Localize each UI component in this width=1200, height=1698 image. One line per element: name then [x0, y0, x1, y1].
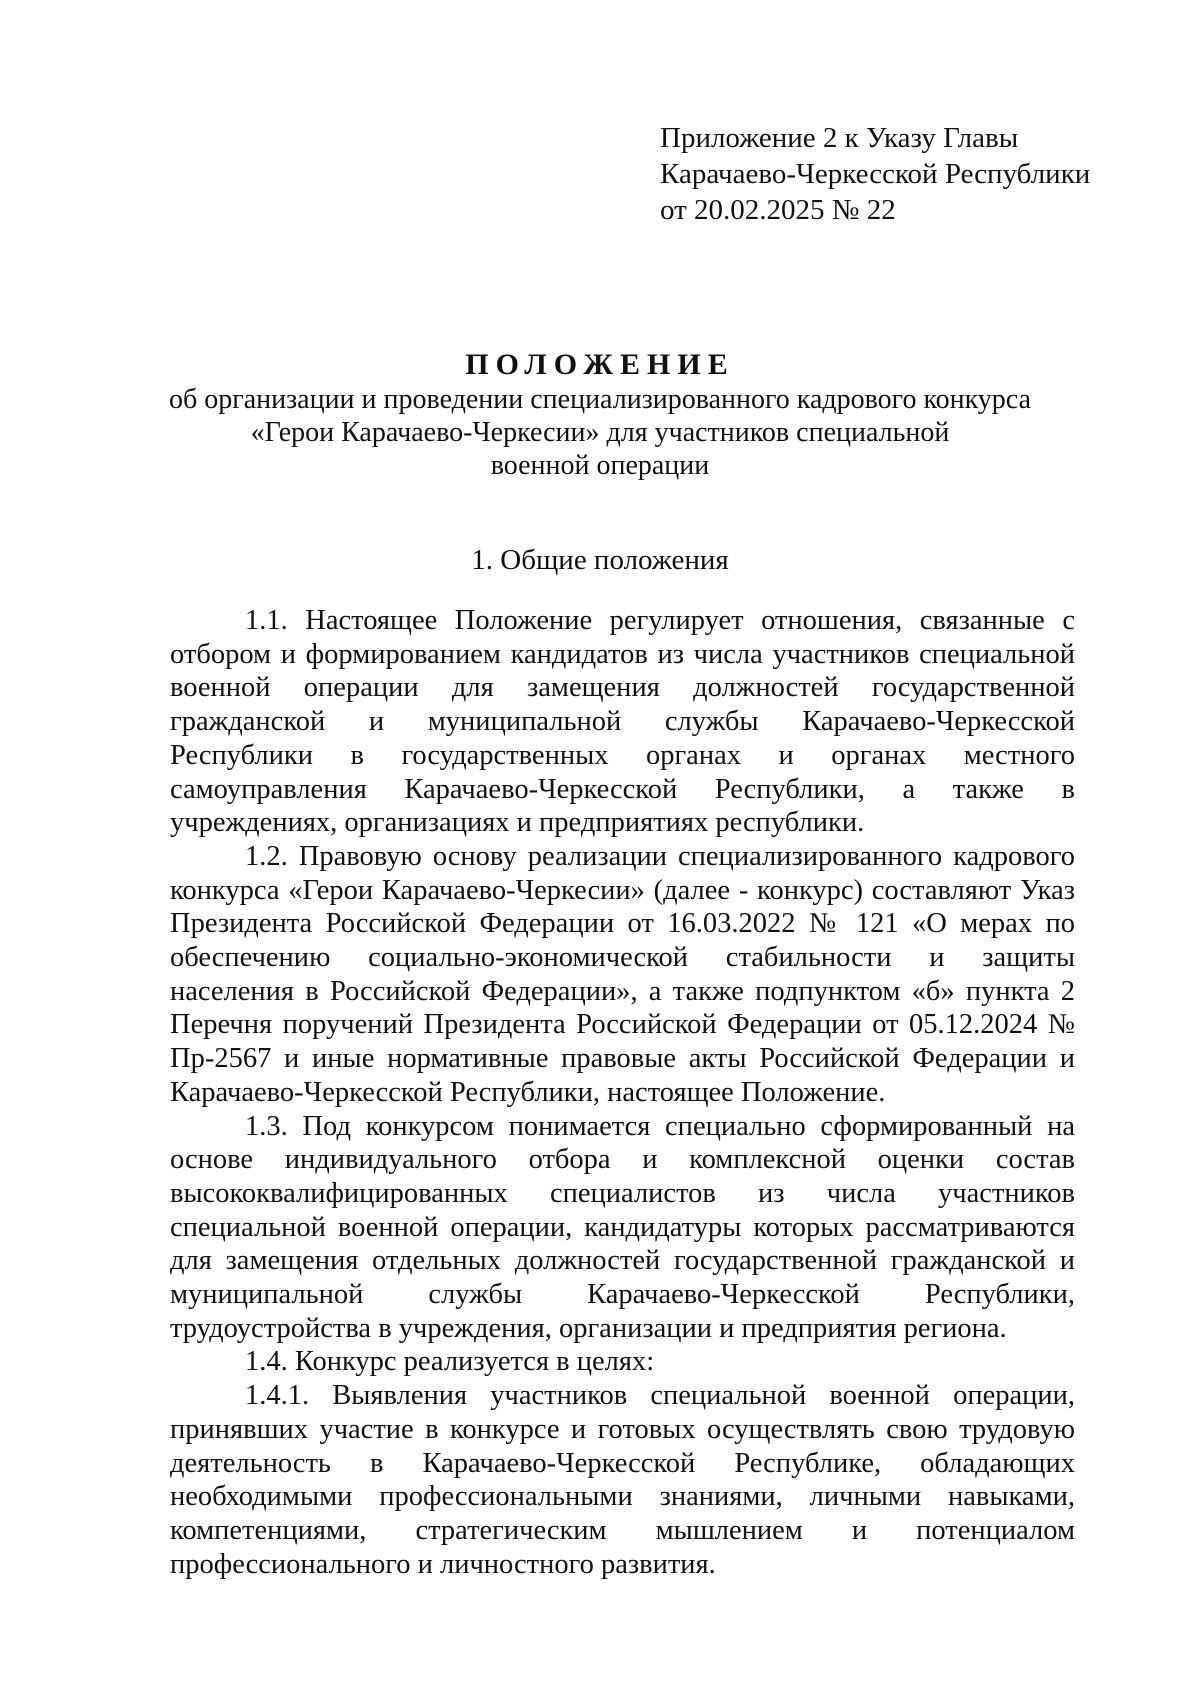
appendix-line-1: Приложение 2 к Указу Главы	[660, 122, 1019, 154]
appendix-line-2: Карачаево-Черкесской Республики	[660, 158, 1091, 190]
paragraph-1-2: 1.2. Правовую основу реализации специализированного кадрового конкурса «Герои Карачаево-Черкесии» (далее - конкурс) составляют Указ Президента Российской Федерации от 16.03.2022 № 121 «О мерах по обеспечению социально-экономической стабильности и защиты населения в Российской Федерации», а также подпунктом «б» пункта 2 Перечня поручений Президента Российской Федерации от 05.12.2024 № Пр-2567 и иные нормативные правовые акты Российской Федерации и Карачаево-Черкесской Республики, настоящее Положение.	[170, 840, 1075, 1108]
appendix-line-3: от 20.02.2025 № 22	[660, 194, 896, 226]
subtitle-line-2: «Герои Карачаево-Черкесии» для участников специальной	[250, 417, 950, 448]
document-subtitle	[150, 383, 1050, 482]
document-body	[170, 604, 1075, 1581]
paragraph-1-4: 1.4. Конкурс реализуется в целях:	[245, 1346, 655, 1378]
title-block	[150, 347, 1050, 482]
paragraph-1-4-1: 1.4.1. Выявления участников специальной военной операции, принявших участие в конкурсе и готовых осуществлять свою трудовую деятельность в Карачаево-Черкесской Республике, обладающих необходимыми профессиональными знаниями, личными навыками, компетенциями, стратегическим мышлением и потенциалом профессионального и личностного развития.	[170, 1380, 1075, 1580]
document-title: ПОЛОЖЕНИЕ	[465, 348, 735, 381]
subtitle-line-1: об организации и проведении специализированного кадрового конкурса	[168, 384, 1032, 415]
section-heading: 1. Общие положения	[471, 544, 729, 576]
subtitle-line-3: военной операции	[490, 450, 710, 481]
paragraph-1-1: 1.1. Настоящее Положение регулирует отношения, связанные с отбором и формированием кандидатов из числа участников специальной военной операции для замещения должностей государственной гражданской и муниципальной службы Карачаево-Черкесской Республики в государственных органах и органах местного самоуправления Карачаево-Черкесской Республики, а также в учреждениях, организациях и предприятиях республики.	[170, 605, 1075, 839]
paragraph-1-3: 1.3. Под конкурсом понимается специально сформированный на основе индивидуального отбора и комплексной оценки состав высококвалифицированных специалистов из числа участников специальной военной операции, кандидатуры которых рассматриваются для замещения отдельных должностей государственной гражданской и муниципальной службы Карачаево-Черкесской Республики, трудоустройства в учреждения, организации и предприятия региона.	[170, 1110, 1075, 1344]
appendix-note	[660, 120, 1120, 228]
